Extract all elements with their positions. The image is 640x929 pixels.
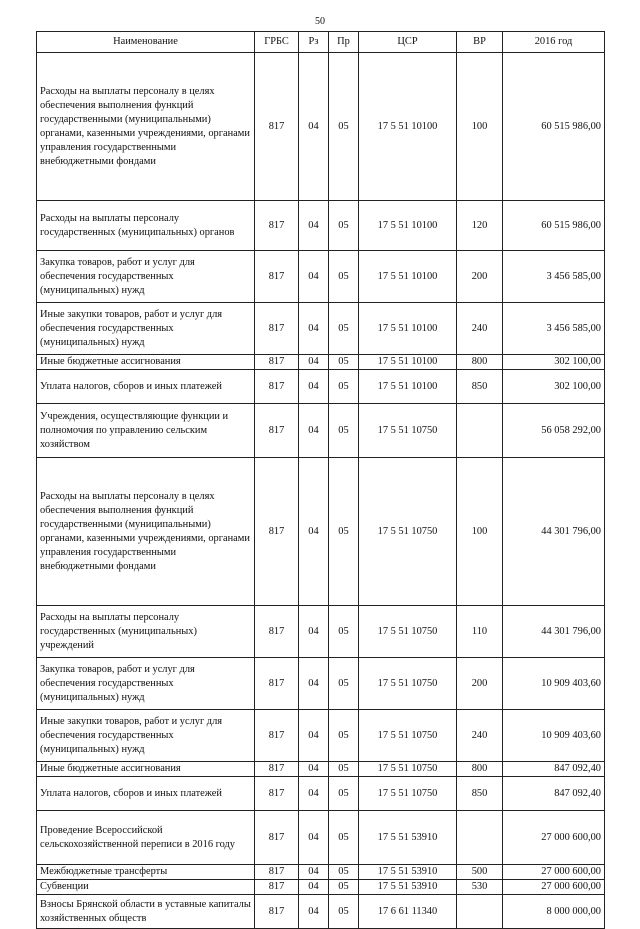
row-grbs: 817 [255,404,299,458]
row-pr: 05 [329,355,359,370]
row-name: Иные закупки товаров, работ и услуг для обеспечения государственных (муниципальных) нужд [37,710,255,762]
row-rz: 04 [299,658,329,710]
row-csr: 17 5 51 53910 [359,865,457,880]
row-name: Расходы на выплаты персоналу государственных (муниципальных) учреждений [37,606,255,658]
row-amount: 3 456 585,00 [503,303,605,355]
table-row [37,251,605,303]
row-grbs: 817 [255,370,299,404]
row-amount: 10 909 403,60 [503,658,605,710]
header-name: Наименование [37,32,255,53]
row-name: Проведение Всероссийской сельскохозяйственной переписи в 2016 году [37,811,255,865]
row-name: Уплата налогов, сборов и иных платежей [37,777,255,811]
row-pr: 05 [329,777,359,811]
table-row [37,458,605,606]
row-pr: 05 [329,251,359,303]
row-pr: 05 [329,895,359,929]
row-rz: 04 [299,811,329,865]
row-amount: 60 515 986,00 [503,53,605,201]
row-amount: 44 301 796,00 [503,458,605,606]
row-grbs: 817 [255,606,299,658]
table-row [37,710,605,762]
row-vr: 110 [457,606,503,658]
row-grbs: 817 [255,303,299,355]
row-grbs: 817 [255,762,299,777]
row-csr: 17 5 51 10100 [359,201,457,251]
row-name: Закупка товаров, работ и услуг для обеспечения государственных (муниципальных) нужд [37,251,255,303]
row-rz: 04 [299,710,329,762]
row-amount: 847 092,40 [503,777,605,811]
table-row [37,811,605,865]
row-name: Учреждения, осуществляющие функции и полномочия по управлению сельским хозяйством [37,404,255,458]
row-rz: 04 [299,762,329,777]
table-row [37,404,605,458]
row-vr [457,895,503,929]
row-name: Уплата налогов, сборов и иных платежей [37,370,255,404]
header-vr: ВР [457,32,503,53]
row-grbs: 817 [255,251,299,303]
header-pr: Пр [329,32,359,53]
row-amount: 27 000 600,00 [503,811,605,865]
row-csr: 17 5 51 53910 [359,811,457,865]
row-amount: 8 000 000,00 [503,895,605,929]
table-row [37,658,605,710]
row-csr: 17 5 51 10100 [359,53,457,201]
row-pr: 05 [329,880,359,895]
row-vr: 200 [457,251,503,303]
row-vr: 800 [457,762,503,777]
row-name: Иные закупки товаров, работ и услуг для обеспечения государственных (муниципальных) нужд [37,303,255,355]
row-grbs: 817 [255,777,299,811]
row-rz: 04 [299,458,329,606]
row-pr: 05 [329,658,359,710]
budget-table [36,31,605,929]
row-rz: 04 [299,201,329,251]
row-rz: 04 [299,53,329,201]
row-vr: 100 [457,458,503,606]
table-row [37,865,605,880]
row-amount: 10 909 403,60 [503,710,605,762]
row-vr: 100 [457,53,503,201]
row-pr: 05 [329,811,359,865]
row-grbs: 817 [255,710,299,762]
row-rz: 04 [299,251,329,303]
row-vr: 240 [457,303,503,355]
row-rz: 04 [299,777,329,811]
row-vr: 500 [457,865,503,880]
row-grbs: 817 [255,895,299,929]
row-grbs: 817 [255,458,299,606]
row-vr: 850 [457,370,503,404]
row-csr: 17 5 51 10750 [359,762,457,777]
table-row [37,777,605,811]
row-vr [457,404,503,458]
row-rz: 04 [299,370,329,404]
row-name: Расходы на выплаты персоналу государственных (муниципальных) органов [37,201,255,251]
table-row [37,370,605,404]
header-rz: Рз [299,32,329,53]
table-row [37,895,605,929]
row-vr: 200 [457,658,503,710]
row-grbs: 817 [255,658,299,710]
row-csr: 17 5 51 10100 [359,355,457,370]
row-csr: 17 5 51 53910 [359,880,457,895]
row-vr: 530 [457,880,503,895]
table-row [37,762,605,777]
row-csr: 17 5 51 10750 [359,658,457,710]
row-grbs: 817 [255,880,299,895]
row-rz: 04 [299,880,329,895]
header-year: 2016 год [503,32,605,53]
row-vr: 800 [457,355,503,370]
header-grbs: ГРБС [255,32,299,53]
row-csr: 17 6 61 11340 [359,895,457,929]
row-csr: 17 5 51 10750 [359,777,457,811]
row-vr [457,811,503,865]
row-name: Иные бюджетные ассигнования [37,355,255,370]
row-name: Расходы на выплаты персоналу в целях обеспечения выполнения функций государственными (муниципальными) органами, казенными учреждениями, органами управления государственными внебюджетными фондами [37,458,255,606]
row-rz: 04 [299,895,329,929]
table-row [37,355,605,370]
row-pr: 05 [329,201,359,251]
row-csr: 17 5 51 10750 [359,458,457,606]
row-csr: 17 5 51 10100 [359,370,457,404]
row-pr: 05 [329,53,359,201]
row-csr: 17 5 51 10100 [359,251,457,303]
row-rz: 04 [299,303,329,355]
row-name: Иные бюджетные ассигнования [37,762,255,777]
row-name: Взносы Брянской области в уставные капиталы хозяйственных обществ [37,895,255,929]
row-pr: 05 [329,404,359,458]
row-amount: 302 100,00 [503,355,605,370]
row-grbs: 817 [255,811,299,865]
row-grbs: 817 [255,865,299,880]
header-row [37,32,605,53]
header-csr: ЦСР [359,32,457,53]
row-rz: 04 [299,606,329,658]
row-csr: 17 5 51 10750 [359,404,457,458]
row-pr: 05 [329,370,359,404]
table-row [37,880,605,895]
row-amount: 44 301 796,00 [503,606,605,658]
row-amount: 27 000 600,00 [503,865,605,880]
row-csr: 17 5 51 10750 [359,606,457,658]
table-row [37,53,605,201]
row-amount: 56 058 292,00 [503,404,605,458]
table-row [37,201,605,251]
row-amount: 60 515 986,00 [503,201,605,251]
row-amount: 27 000 600,00 [503,880,605,895]
row-amount: 847 092,40 [503,762,605,777]
row-pr: 05 [329,606,359,658]
page-number: 50 [315,16,325,27]
row-rz: 04 [299,355,329,370]
row-name: Субвенции [37,880,255,895]
table-row [37,303,605,355]
row-pr: 05 [329,710,359,762]
row-vr: 850 [457,777,503,811]
row-grbs: 817 [255,355,299,370]
row-csr: 17 5 51 10750 [359,710,457,762]
row-name: Закупка товаров, работ и услуг для обеспечения государственных (муниципальных) нужд [37,658,255,710]
row-rz: 04 [299,865,329,880]
row-name: Расходы на выплаты персоналу в целях обеспечения выполнения функций государственными (муниципальными) органами, казенными учреждениями, органами управления государственными внебюджетными фондами [37,53,255,201]
row-pr: 05 [329,865,359,880]
row-vr: 240 [457,710,503,762]
row-amount: 3 456 585,00 [503,251,605,303]
row-grbs: 817 [255,201,299,251]
row-pr: 05 [329,458,359,606]
row-csr: 17 5 51 10100 [359,303,457,355]
row-vr: 120 [457,201,503,251]
row-grbs: 817 [255,53,299,201]
row-name: Межбюджетные трансферты [37,865,255,880]
table-row [37,606,605,658]
row-pr: 05 [329,762,359,777]
row-rz: 04 [299,404,329,458]
row-amount: 302 100,00 [503,370,605,404]
row-pr: 05 [329,303,359,355]
